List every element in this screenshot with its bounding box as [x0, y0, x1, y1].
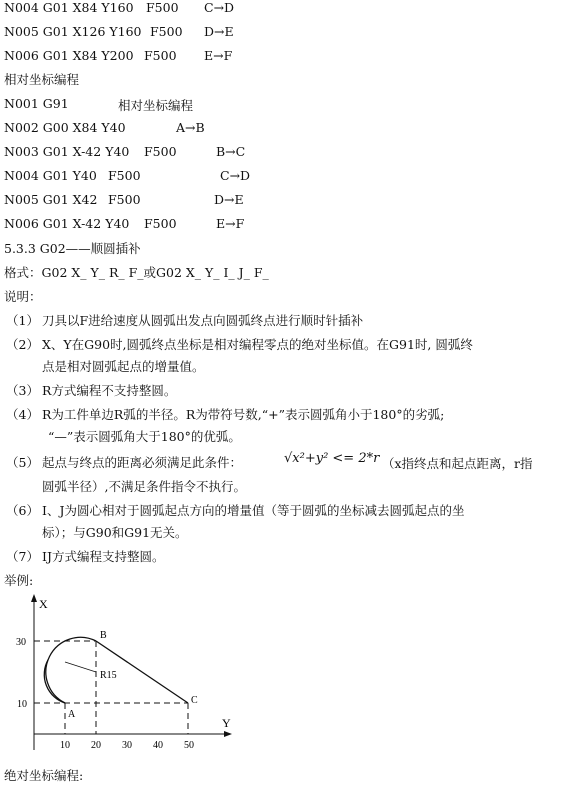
- radius-label: R15: [100, 670, 117, 681]
- program-code: N003 G01 X-42 Y40: [4, 144, 130, 159]
- program-code: N005 G01 X42: [4, 192, 98, 207]
- note-text-cont: “—”表示圆弧角大于180°的优弧。: [48, 429, 241, 444]
- program-code: N002 G00 X84 Y40: [4, 120, 126, 135]
- note-number: （4）: [6, 407, 39, 422]
- program-feed: F500: [146, 0, 179, 15]
- radius-line: [65, 662, 96, 672]
- program-feed: F500: [144, 216, 177, 231]
- program-move: B→C: [216, 144, 246, 159]
- program-feed: F500: [108, 168, 141, 183]
- note-number: （6）: [6, 503, 39, 518]
- horizontal-tick-label: 30: [122, 740, 132, 751]
- program-comment: 相对坐标编程: [118, 98, 194, 113]
- note-text: X、Y在G90时,圆弧终点坐标是相对编程零点的绝对坐标值。在G91时, 圆弧终: [42, 337, 473, 352]
- program-code: N006 G01 X-42 Y40: [4, 216, 130, 231]
- vertical-tick-label: 30: [16, 637, 26, 648]
- program-code: N004 G01 X84 Y160: [4, 0, 134, 15]
- note-number: （3）: [6, 383, 39, 398]
- program-code: N005 G01 X126 Y160: [4, 24, 142, 39]
- section-title: 5.3.3 G02——顺圆插补: [4, 241, 141, 256]
- note-text-cont: 点是相对圆弧起点的增量值。: [42, 359, 205, 374]
- horizontal-tick-label: 20: [91, 740, 101, 751]
- arc-diagram: [0, 590, 240, 760]
- program-code: N004 G01 Y40: [4, 168, 97, 183]
- program-feed: F500: [144, 48, 177, 63]
- note-text: R为工件单边R弧的半径。R为带符号数,“+”表示圆弧角小于180°的劣弧;: [42, 407, 445, 422]
- example-label: 举例:: [4, 573, 34, 588]
- axis-x-label: X: [39, 597, 48, 611]
- program-move: C→D: [220, 168, 251, 183]
- program-move: A→B: [176, 120, 205, 135]
- notes-label: 说明：: [4, 289, 42, 304]
- program-feed: F500: [144, 144, 177, 159]
- program-move: D→E: [214, 192, 244, 207]
- program-feed: F500: [108, 192, 141, 207]
- program-move: C→D: [204, 0, 235, 15]
- note-text-cont: 圆弧半径）,不满足条件指令不执行。: [42, 479, 246, 494]
- note-text: 刀具以F进给速度从圆弧出发点向圆弧终点进行顺时针插补: [42, 313, 364, 328]
- footer-text: 绝对坐标编程:: [4, 768, 84, 783]
- point-label-a: A: [68, 709, 76, 720]
- distance-formula: √x²+y² <= 2*r: [284, 451, 380, 466]
- note-text: I、J为圆心相对于圆弧起点方向的增量值（等于圆弧的坐标减去圆弧起点的坐: [42, 503, 465, 518]
- note-text-cont: 标）；与G90和G91无关。: [42, 525, 188, 540]
- point-label-c: C: [191, 695, 198, 706]
- vertical-axis-arrow: [31, 594, 37, 602]
- program-move: E→F: [204, 48, 233, 63]
- point-label-b: B: [100, 630, 107, 641]
- format-line: 格式：G02 X_ Y_ R_ F_或G02 X_ Y_ I_ J_ F_: [4, 265, 269, 280]
- note-text: R方式编程不支持整圆。: [42, 383, 177, 398]
- axis-y-label: Y: [222, 716, 231, 730]
- horizontal-tick-label: 50: [184, 740, 194, 751]
- program-code: N006 G01 X84 Y200: [4, 48, 134, 63]
- program-move: E→F: [216, 216, 245, 231]
- note-number: （5）: [6, 455, 39, 470]
- horizontal-tick-label: 10: [60, 740, 70, 751]
- program-code: N001 G91: [4, 96, 69, 111]
- note-text: IJ方式编程支持整圆。: [42, 549, 165, 564]
- note-number: （1）: [6, 313, 39, 328]
- vertical-tick-label: 10: [17, 699, 27, 710]
- note-number: （7）: [6, 549, 39, 564]
- note-text: 起点与终点的距离必须满足此条件：: [42, 455, 243, 470]
- note-number: （2）: [6, 337, 39, 352]
- note-text-tail: （x指终点和起点距离，r指: [382, 456, 533, 471]
- horizontal-tick-label: 40: [153, 740, 163, 751]
- horizontal-axis-arrow: [224, 731, 232, 737]
- program-feed: F500: [150, 24, 183, 39]
- program-move: D→E: [204, 24, 234, 39]
- relative-heading: 相对坐标编程: [4, 72, 80, 87]
- arc-path: [46, 637, 96, 703]
